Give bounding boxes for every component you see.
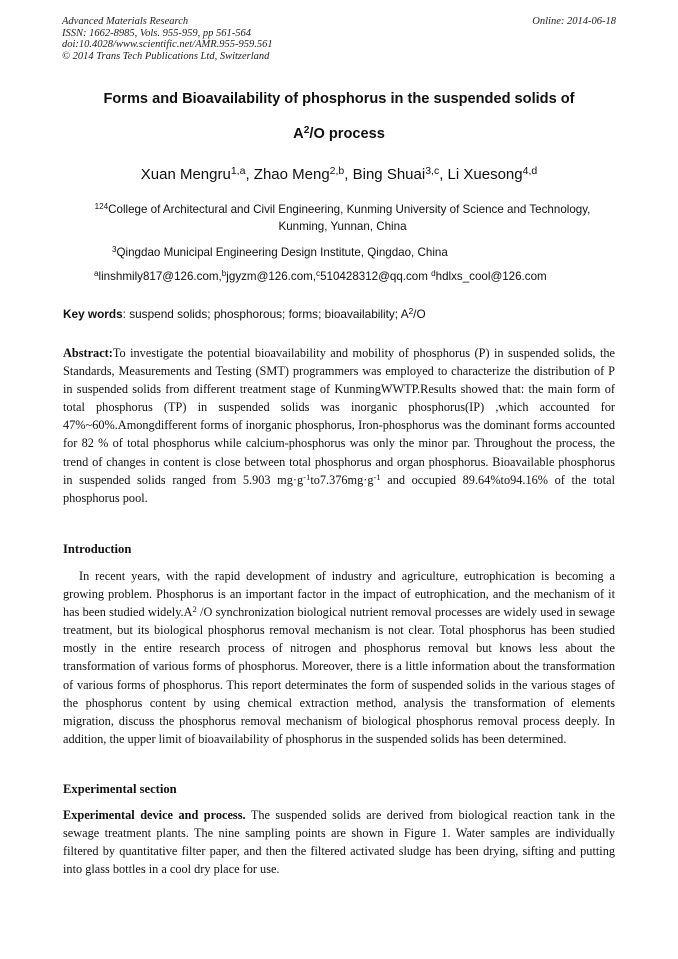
online-date: Online: 2014-06-18: [532, 16, 616, 27]
abstract-label: Abstract:: [63, 346, 113, 360]
experimental-subheading: Experimental device and process.: [63, 808, 246, 822]
introduction-heading: Introduction: [63, 542, 132, 556]
abstract-paragraph: Abstract:To investigate the potential bioavailability and mobility of phosphorus (P) in suspended solids, the Standards, Measurements and Testing (SMT) programmers was employed to characterize the distribution of P in suspended solids from different treatment stage of KunmingWWTP.Results showed that: the main form of total phosphorus (TP) in suspended solids was inorganic phosphorus(IP) ,which accounted for 47%~60%.Amongdifferent forms of inorganic phosphorus, Iron-phosphorus was the dominant forms accounted for 82 % of total phosphorus while calcium-phosphorus was only the minor par. Throughout the process, the trend of changes in content is close between total phosphorus and organ phosphorus. Bioavailable phosphorus in suspended solids ranged from 5.903 $mg\cdot g^{-1}to7.376mg\cdot g^{-1}$ and occupied 89.64%to94.16% of the total phosphorus pool.: [63, 346, 615, 505]
author-list: [40, 166, 638, 183]
affiliation-1: $^{124}$College of Architectural and Civil Engineering, Kunming University of Science and Technology, Kunming, Yunnan, China: [94, 202, 591, 233]
author: Li Xuesong$^{4,d}$: [447, 165, 538, 183]
keywords: Key words: suspend solids; phosphorous; forms; bioavailability; $A^2/O$: [63, 307, 426, 321]
copyright-line: © 2014 Trans Tech Publications Ltd, Switzerland: [62, 50, 270, 62]
issn-line: ISSN: 1662-8985, Vols. 955-959, pp 561-564: [62, 27, 251, 39]
author: Xuan Mengru$^{1,a}$,: [140, 165, 254, 183]
experimental-paragraph: Experimental device and process. The suspended solids are derived from biological reaction tank in the sewage treatment plants. The nine sampling points are shown in Figure 1. Water samples are individually filtered by quantitative filter paper, and then the filtered activated sludge has been drying, sifting and putting into glass bottles in a cool dry place for use.: [63, 808, 615, 877]
author: Bing Shuai$^{3,c}$,: [352, 165, 448, 183]
author: Zhao Meng$^{2,b}$,: [253, 165, 353, 183]
doi-line: doi:10.4028/www.scientific.net/AMR.955-959.561: [62, 39, 273, 51]
journal-header: [62, 16, 616, 62]
affiliation-2: $^3$Qingdao Municipal Engineering Design Institute, Qingdao, China: [112, 245, 448, 259]
paper-title-line2: $A^2/O$ process: [293, 125, 385, 142]
introduction-paragraph: In recent years, with the rapid development of industry and agriculture, eutrophication is becoming a growing problem. Phosphorus is an important factor in the impact of eutrophication, and the mechanism of it has been studied $widely.A^2$ /O synchronization biological nutrient removal processes are widely used in sewage treatment, but its biological phosphorus removal mechanism is not clear. Total phosphorus has been studied mostly in the entire research process of nitrogen and phosphorus removal but knows less about the transformation of various forms of phosphorus. Moreover, there is a little information about the transformation of various forms of phosphorus. This report determinates the form of suspended solids in the various stages of the phosphorus content by using chemical extraction method, analysis the transformation of elements migration, discuss the phosphorus removal mechanism of biological phosphorus removal process deeply. In addition, the upper limit of bioavailability of phosphorus in the suspended solids has been determined.: [63, 569, 615, 746]
journal-name: Advanced Materials Research: [62, 16, 189, 27]
email-list: $^a$linshmily817@126.com,$^b$jgyzm@126.com,$^c$510428312@qq.com $^d$hdlxs_cool@126.com: [94, 269, 547, 283]
paper-title-line1: Forms and Bioavailability of phosphorus in the suspended solids of: [103, 91, 575, 107]
experimental-heading: Experimental section: [63, 782, 177, 796]
